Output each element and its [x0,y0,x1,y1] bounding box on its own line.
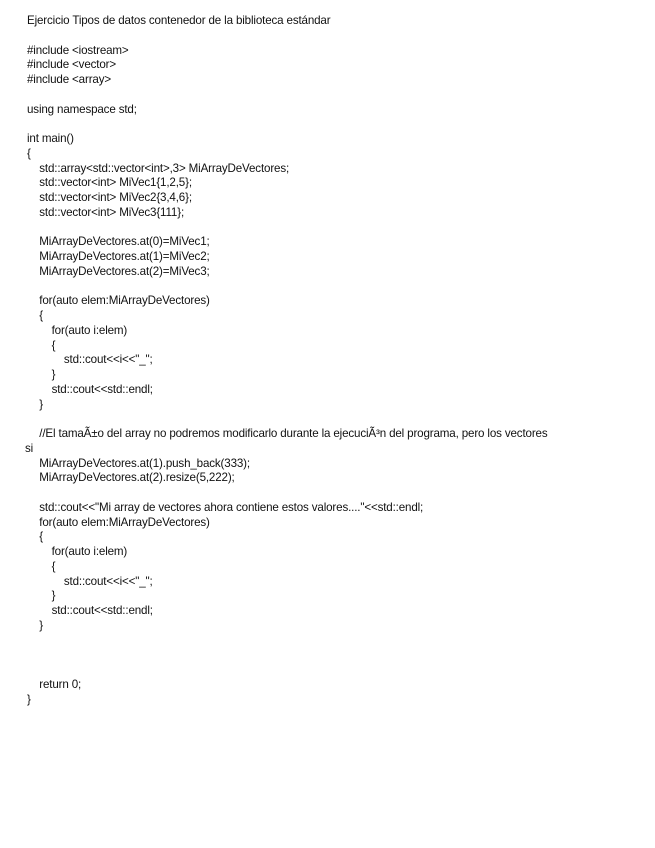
text-line: //El tamaÃ±o del array no podremos modificarlo durante la ejecuciÃ³n del programa, pero los vectores [27,427,548,440]
text-line: } [27,368,56,381]
document-title: Ejercicio Tipos de datos contenedor de la biblioteca estándar [27,14,331,27]
text-line: std::cout<<i<<"_"; [27,353,153,367]
text-line: } [27,692,31,706]
text-line [27,280,647,295]
text-line [27,634,647,649]
text-line: { [27,146,31,160]
text-line: std::vector<int> MiVec2{3,4,6}; [27,191,192,204]
text-line: std::cout<<i<<"_"; [27,574,153,588]
text-line [27,117,647,132]
text-line [27,221,647,236]
text-line [27,412,647,427]
text-line: MiArrayDeVectores.at(0)=MiVec1; [27,235,210,249]
text-line: std::vector<int> MiVec3{111}; [27,205,185,219]
text-line: } [27,589,56,603]
text-line: std::cout<<std::endl; [27,382,153,396]
text-line: MiArrayDeVectores.at(2).resize(5,222); [27,471,235,485]
text-line: #include <array> [27,73,111,86]
text-line: { [27,559,56,573]
text-line: std::vector<int> MiVec1{1,2,5}; [27,176,192,190]
text-line [27,648,647,663]
text-line: std::array<std::vector<int>,3> MiArrayDeVectores; [27,161,290,175]
text-line: { [27,530,44,544]
text-line: int main() [27,132,74,145]
text-line: for(auto i:elem) [27,323,128,337]
text-line [27,486,647,501]
text-line: #include <vector> [27,58,116,72]
text-line: for(auto elem:MiArrayDeVectores) [27,515,210,529]
text-line: MiArrayDeVectores.at(1).push_back(333); [27,456,250,470]
text-line: MiArrayDeVectores.at(2)=MiVec3; [27,264,210,278]
text-line: MiArrayDeVectores.at(1)=MiVec2; [27,250,210,263]
text-line: return 0; [27,677,82,691]
text-line [27,29,647,44]
text-line: si [25,441,34,455]
document-text [27,14,647,707]
text-line [27,88,647,103]
text-line [27,663,647,678]
text-line: #include <iostream> [27,43,129,57]
text-line: std::cout<<"Mi array de vectores ahora contiene estos valores...."<<std::endl; [27,500,424,514]
text-line: { [27,338,56,352]
text-line: } [27,618,44,632]
text-line: for(auto i:elem) [27,545,128,558]
text-line: { [27,309,44,322]
text-line: std::cout<<std::endl; [27,604,153,617]
text-line: using namespace std; [27,102,137,116]
text-line: for(auto elem:MiArrayDeVectores) [27,294,210,308]
text-line: } [27,397,44,411]
